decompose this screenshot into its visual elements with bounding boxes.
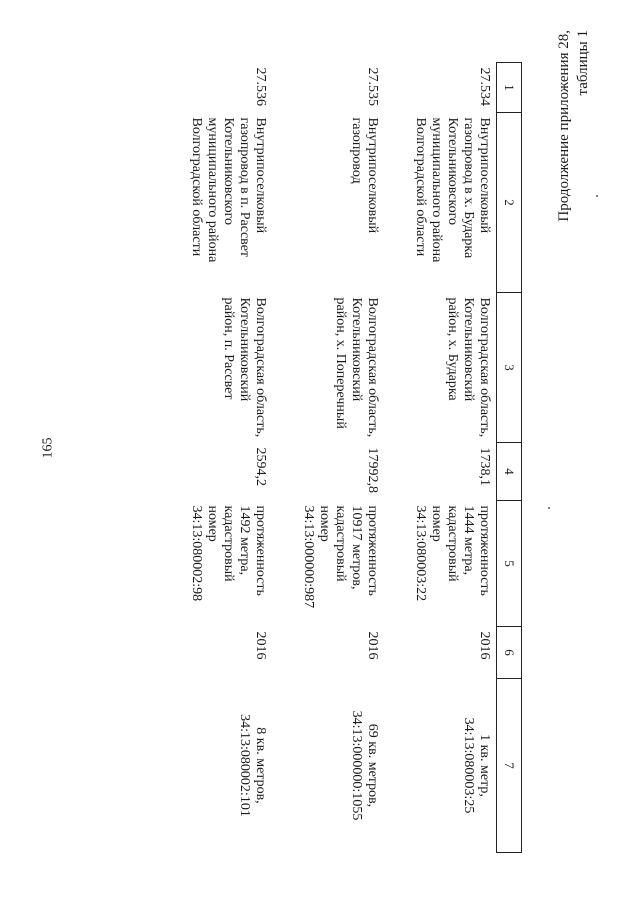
object-name-line: муниципального района (205, 117, 220, 263)
land-plot (160, 679, 272, 853)
scan-speck (596, 195, 598, 197)
address-line: Котельниковский (237, 297, 252, 402)
land-line: 69 кв. метров, (365, 723, 380, 808)
characteristic-line: протяженность (477, 505, 492, 596)
land-line: 34:13:080003:25 (461, 717, 476, 814)
object-name (384, 113, 497, 293)
object-name-line: Котельниковского (221, 117, 236, 225)
column-header: 6 (497, 627, 522, 679)
address-line: Волгоградская область, (365, 297, 380, 438)
address-line: район, х. Поперечный (333, 297, 348, 429)
table-row (160, 63, 272, 853)
object-value: 1738,1 (477, 447, 492, 486)
object-name (160, 113, 272, 293)
object-address (384, 293, 497, 443)
object-name-line: Волгоградской области (189, 117, 204, 257)
address-line: район, х. Бударка (445, 297, 460, 401)
characteristic-line: протяженность (253, 505, 268, 596)
characteristic-line: кадастровый (333, 505, 348, 582)
characteristic-line: кадастровый (221, 505, 236, 582)
column-header: 7 (497, 679, 522, 853)
object-name-line: газопровод в х. Бударка (461, 117, 476, 259)
page-number: 165 (40, 437, 56, 459)
column-header: 4 (497, 443, 522, 501)
characteristic-line: 10917 метров, (349, 505, 364, 590)
land-plot (384, 679, 497, 853)
characteristic-line: номер (317, 505, 332, 542)
address-line: Волгоградская область, (477, 297, 492, 438)
property-table (160, 62, 522, 853)
object-characteristics (160, 501, 272, 627)
object-name-line: газопровод (349, 117, 364, 184)
address-line: Котельниковский (349, 297, 364, 402)
land-line: 1 кв. метр, (477, 734, 492, 797)
object-name-line: Внутрипоселковый (477, 117, 492, 234)
table-region (122, 62, 522, 852)
object-characteristics (384, 501, 497, 627)
characteristic-line: 1492 метра, (237, 505, 252, 576)
object-name-line: муниципального района (429, 117, 444, 263)
caption-line-2: таблицы 1 (575, 30, 591, 96)
column-header: 3 (497, 293, 522, 443)
object-name-line: Внутрипоселковый (365, 117, 380, 234)
object-characteristics (272, 501, 384, 627)
land-line: 34:13:080002:101 (237, 714, 252, 817)
characteristic-line: 34:13:080003:22 (413, 505, 428, 602)
characteristic-line: протяженность (365, 505, 380, 596)
table-caption (555, 30, 625, 290)
characteristic-line: кадастровый (445, 505, 460, 582)
land-line: 8 кв. метров, (253, 727, 268, 804)
object-name-line: Волгоградской области (413, 117, 428, 257)
object-year: 2016 (365, 631, 380, 660)
object-name (272, 113, 384, 293)
row-number: 27.534 (477, 67, 492, 106)
object-name-line: газопровод в п. Рассвет (237, 117, 252, 258)
object-value: 2594,2 (253, 447, 268, 486)
object-name-line: Котельниковского (445, 117, 460, 225)
object-address (272, 293, 384, 443)
row-number: 27.536 (253, 67, 268, 106)
column-header: 1 (497, 63, 522, 113)
land-plot (272, 679, 384, 853)
table-header-row (497, 63, 522, 853)
column-header: 2 (497, 113, 522, 293)
object-value: 17992,8 (365, 447, 380, 493)
characteristic-line: номер (429, 505, 444, 542)
object-year: 2016 (253, 631, 268, 660)
table-row (384, 63, 497, 853)
object-address (160, 293, 272, 443)
characteristic-line: 34:13:000000:987 (301, 505, 316, 609)
address-line: район, п. Рассвет (221, 297, 236, 400)
address-line: Котельниковский (461, 297, 476, 402)
characteristic-line: 1444 метра, (461, 505, 476, 576)
table-row (272, 63, 384, 853)
address-line: Волгоградская область, (253, 297, 268, 438)
land-line: 34:13:000000:1055 (349, 710, 364, 821)
scan-speck (548, 507, 550, 509)
characteristic-line: 34:13:080002:98 (189, 505, 204, 602)
characteristic-line: номер (205, 505, 220, 542)
object-year: 2016 (477, 631, 492, 660)
column-header: 5 (497, 501, 522, 627)
row-number: 27.535 (365, 67, 380, 106)
object-name-line: Внутрипоселковый (253, 117, 268, 234)
caption-line-1: Продолжение приложения 28, (556, 30, 572, 222)
